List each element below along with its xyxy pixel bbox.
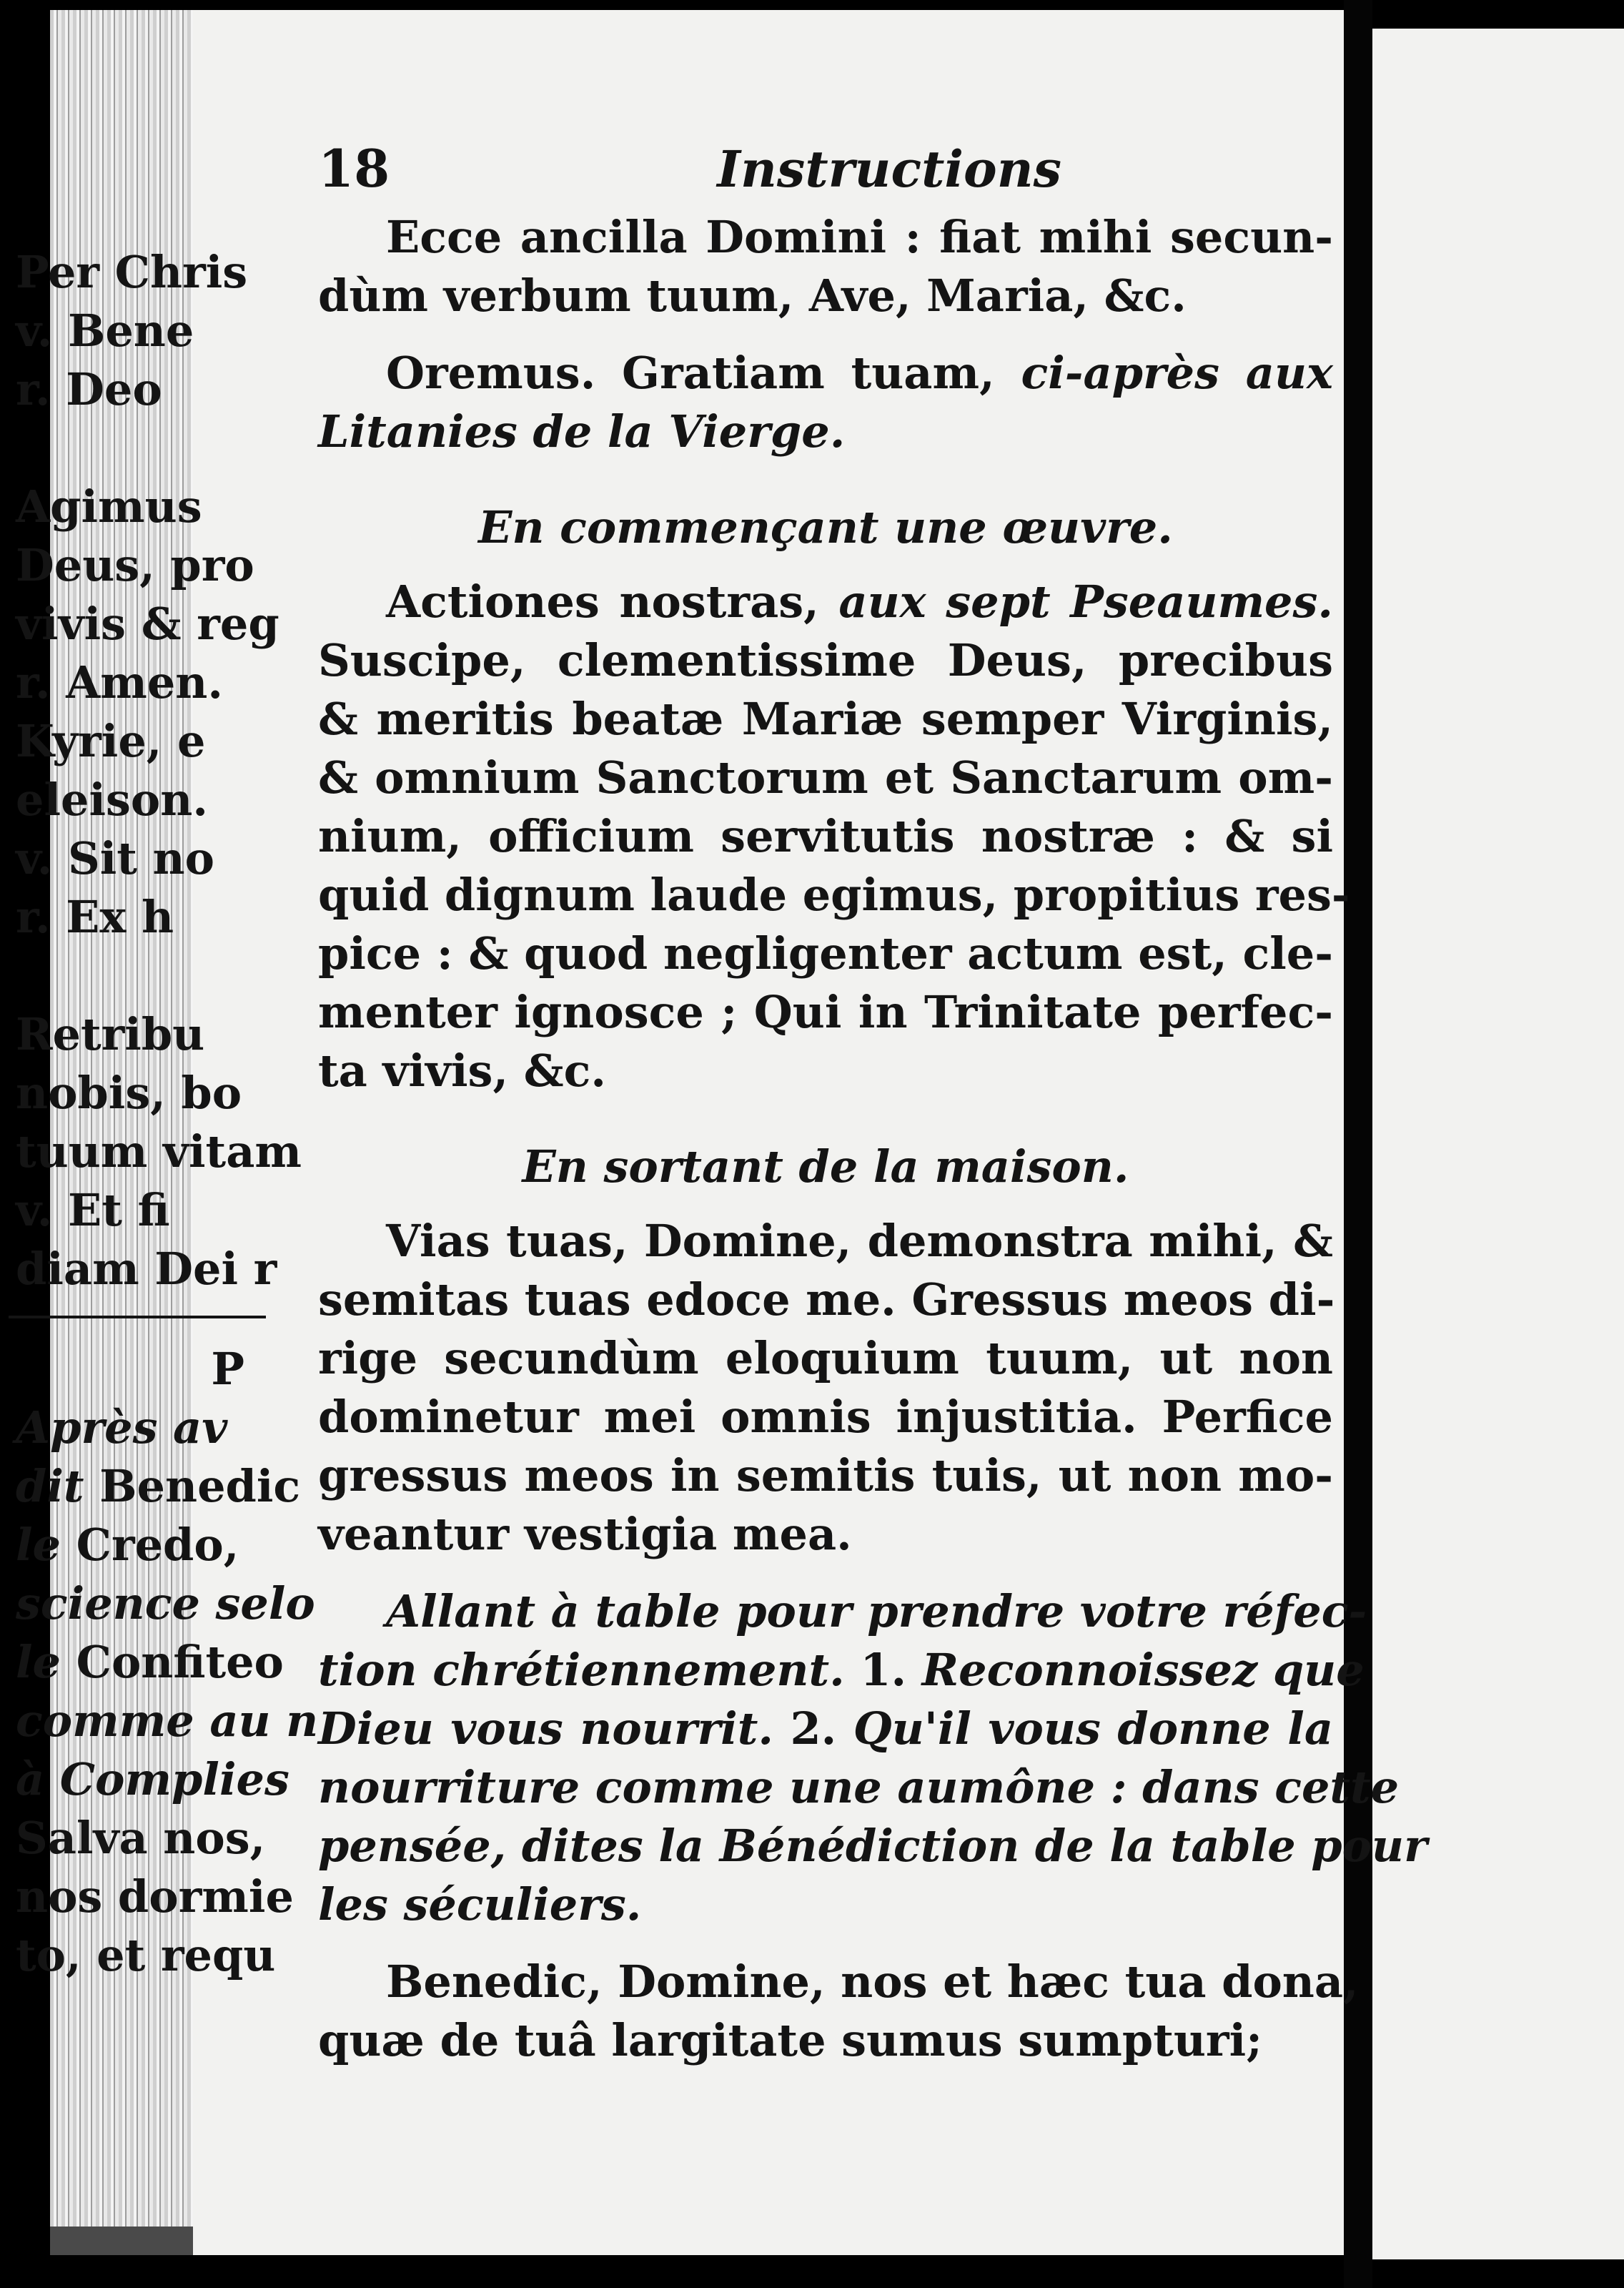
right-text-line (16, 419, 259, 478)
italic-text: Dieu vous nourrit. (318, 1702, 791, 1755)
right-heading-fragment: P (211, 1343, 244, 1395)
italic-text: à Complies (16, 1753, 289, 1805)
right-text-line: tuum vitam (16, 1125, 302, 1178)
text-line (318, 749, 1333, 807)
text-line (318, 1446, 1333, 1505)
running-head: Instructions (717, 139, 1061, 199)
paragraph (318, 1582, 1427, 1934)
text-line (318, 807, 1333, 866)
right-page (1372, 29, 1624, 2259)
text-line (318, 1700, 1333, 1758)
text-line (318, 1817, 1427, 1875)
italic-text: science selo (16, 1577, 315, 1629)
right-text-line (16, 1692, 319, 1750)
roman-text: quæ de tuâ largitate sumus sumpturi; (318, 2014, 1263, 2066)
text-line (318, 924, 1333, 983)
roman-text: dùm verbum tuum, Ave, Maria, &c. (318, 270, 1187, 322)
roman-text: Vias tuas, Domine, demonstra mihi, & (386, 1215, 1333, 1267)
right-page-text (16, 243, 319, 1985)
text-line (318, 573, 1333, 631)
right-text-line: diam Dei r (16, 1243, 277, 1295)
text-line (318, 631, 1333, 690)
roman-text: menter ignosce ; Qui in Trinitate perfec- (318, 986, 1333, 1038)
right-text-line (16, 1516, 259, 1574)
right-text-line: r. Amen. (16, 656, 223, 709)
roman-text: rige secundùm eloquium tuum, ut non (318, 1332, 1333, 1384)
paragraph-gap (318, 461, 1333, 480)
paragraph (318, 344, 1333, 461)
italic-text: ci-après aux (1021, 347, 1333, 399)
text-line (318, 1953, 1359, 2011)
text-line (318, 1329, 1333, 1388)
text-line (318, 1388, 1333, 1446)
left-page-text (318, 138, 1427, 2089)
italic-text: Litanies de la Vierge. (318, 405, 846, 458)
paragraph (318, 208, 1333, 325)
right-text-line: Per Chris (16, 246, 248, 298)
right-text-line: v. Bene (16, 305, 194, 357)
right-text-line (16, 1457, 301, 1516)
roman-text: quid dignum laude egimus, propitius res- (318, 869, 1350, 921)
roman-text: pice : & quod negligenter actum est, cle- (318, 927, 1333, 980)
left-page-body-text (318, 208, 1427, 2089)
text-line (318, 1641, 1365, 1700)
roman-text: Benedic, Domine, nos et hæc tua dona, (386, 1956, 1359, 2008)
paragraph (318, 1953, 1359, 2070)
roman-text: gressus meos in semitis tuis, ut non mo- (318, 1449, 1333, 1502)
right-text-line (16, 1926, 276, 1985)
right-text-line (16, 947, 259, 1005)
italic-text: aux sept Pseaumes. (838, 576, 1333, 628)
roman-text: 2. (790, 1702, 853, 1755)
right-text-line: Agimus (16, 480, 202, 533)
italic-text: Qu'il vous donne la (853, 1702, 1333, 1755)
roman-text: nium, officium servitutis nostræ : & si (318, 810, 1333, 862)
right-text-line: v. Sit no (16, 832, 214, 884)
roman-text: Actiones nostras, (386, 576, 839, 628)
right-text-line: Retribu (16, 1008, 205, 1060)
paragraph-gap (318, 325, 1333, 344)
text-line (318, 1758, 1400, 1817)
roman-text: Oremus. Gratiam tuam, (386, 347, 1021, 399)
roman-text: & meritis beatæ Mariæ semper Virginis, (318, 693, 1333, 745)
roman-text: Salva nos, (16, 1812, 266, 1864)
roman-text: veantur vestigia mea. (318, 1508, 852, 1560)
roman-text: 1. (860, 1644, 922, 1696)
text-line (318, 208, 1333, 267)
right-text-line: eleison. (16, 774, 208, 826)
paragraph-gap (318, 2070, 1333, 2089)
roman-text: Suscipe, clementissime Deus, precibus (318, 634, 1333, 686)
right-text-line (16, 1809, 266, 1868)
italic-text: Après av (16, 1401, 228, 1454)
roman-text: to, et requ (16, 1929, 276, 1981)
book-gutter (1344, 0, 1372, 2288)
page-number: 18 (318, 138, 390, 199)
italic-text: le (16, 1519, 76, 1571)
text-line (318, 1875, 1333, 1934)
paragraph (318, 573, 1350, 1100)
section-rule (9, 1316, 266, 1318)
text-line (318, 2011, 1333, 2070)
roman-text: Benedic (99, 1460, 301, 1512)
italic-text: tion chrétiennement. (318, 1644, 861, 1696)
section-title: En sortant de la maison. (522, 1140, 1129, 1193)
right-text-line (16, 1574, 315, 1633)
italic-text: nourriture comme une aumône : dans cette (318, 1761, 1400, 1813)
right-text-line (16, 1633, 284, 1692)
roman-text: nos dormie (16, 1870, 294, 1923)
text-line (318, 403, 1333, 461)
right-text-line: r. Deo (16, 363, 162, 415)
roman-text: & omnium Sanctorum et Sanctarum om- (318, 751, 1333, 804)
page-header (318, 139, 1333, 204)
text-line (318, 866, 1350, 924)
text-line (318, 690, 1333, 749)
roman-text: Credo, (76, 1519, 239, 1571)
right-text-line (16, 1399, 259, 1457)
paragraph-gap (318, 1564, 1333, 1582)
text-line (318, 1582, 1367, 1641)
roman-text: ta vivis, &c. (318, 1045, 606, 1097)
italic-text: comme au n (16, 1695, 319, 1747)
text-line (318, 1212, 1333, 1271)
roman-text: Ecce ancilla Domini : fiat mihi secun- (386, 211, 1333, 263)
text-line (318, 267, 1333, 325)
italic-text: Allant à table pour prendre votre réfec- (386, 1585, 1367, 1637)
right-text-line: nobis, bo (16, 1067, 242, 1119)
paragraph-gap (318, 1934, 1333, 1953)
right-text-line: vivis & reg (16, 598, 279, 650)
right-text-line (16, 1750, 289, 1809)
text-line (318, 1505, 1333, 1564)
italic-text: les séculiers. (318, 1878, 642, 1930)
paragraph-gap (318, 1100, 1333, 1119)
italic-text: pensée, dites la Bénédiction de la table pour (318, 1820, 1427, 1872)
text-line (318, 344, 1333, 403)
text-line (318, 1042, 1333, 1100)
section-title: En commençant une œuvre. (478, 501, 1173, 553)
right-text-line: Kyrie, e (16, 715, 206, 767)
roman-text: Confiteo (76, 1636, 284, 1688)
roman-text: semitas tuas edoce me. Gressus meos di- (318, 1273, 1335, 1326)
roman-text: dominetur mei omnis injustitia. Perfice (318, 1391, 1333, 1443)
paragraph (318, 1212, 1333, 1564)
right-text-line: v. Et fi (16, 1184, 170, 1236)
text-line (318, 1271, 1333, 1329)
italic-text: dit (16, 1460, 100, 1512)
italic-text: Reconnoissez que (921, 1644, 1365, 1696)
text-line (318, 983, 1333, 1042)
right-text-line: r. Ex h (16, 891, 174, 943)
right-text-line: Deus, pro (16, 539, 254, 591)
italic-text: le (16, 1636, 76, 1688)
right-text-line (16, 1868, 294, 1926)
